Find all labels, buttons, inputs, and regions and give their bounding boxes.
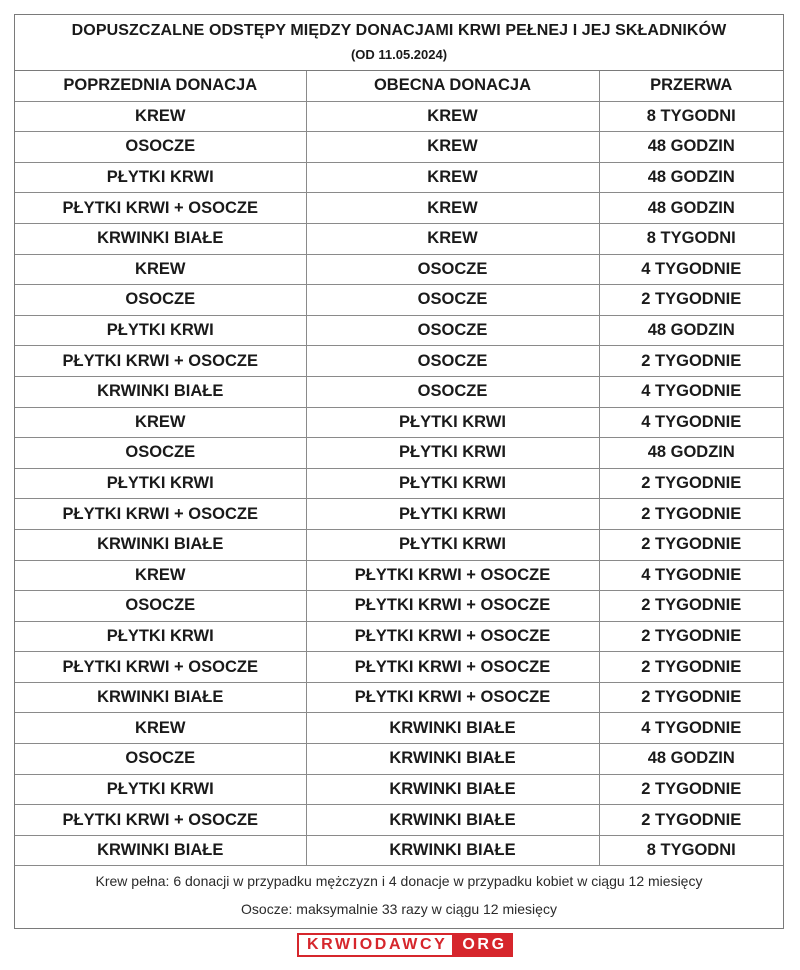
logo-tld: ORG bbox=[454, 933, 512, 957]
document-title: DOPUSZCZALNE ODSTĘPY MIĘDZY DONACJAMI KRWI PEŁNEJ I JEJ SKŁADNIKÓW bbox=[71, 22, 727, 39]
krwiodawcy-logo[interactable] bbox=[297, 933, 513, 957]
cell-previous-donation: KREW bbox=[15, 254, 306, 285]
cell-interval: 48 GODZIN bbox=[599, 132, 783, 163]
cell-current-donation: PŁYTKI KRWI + OSOCZE bbox=[306, 560, 599, 591]
table-row bbox=[15, 438, 783, 469]
cell-previous-donation: PŁYTKI KRWI + OSOCZE bbox=[15, 346, 306, 377]
cell-current-donation: KREW bbox=[306, 223, 599, 254]
intervals-table bbox=[15, 71, 783, 866]
cell-previous-donation: PŁYTKI KRWI bbox=[15, 468, 306, 499]
footer-note-whole-blood: Krew pełna: 6 donacji w przypadku mężczyzn i 4 donacje w przypadku kobiet w ciągu 12 miesięcy bbox=[95, 873, 703, 890]
cell-previous-donation: KRWINKI BIAŁE bbox=[15, 223, 306, 254]
table-row bbox=[15, 682, 783, 713]
table-row bbox=[15, 468, 783, 499]
cell-interval: 48 GODZIN bbox=[599, 438, 783, 469]
table-row bbox=[15, 835, 783, 866]
cell-previous-donation: KREW bbox=[15, 713, 306, 744]
cell-interval: 4 TYGODNIE bbox=[599, 254, 783, 285]
cell-current-donation: OSOCZE bbox=[306, 376, 599, 407]
cell-previous-donation: PŁYTKI KRWI bbox=[15, 315, 306, 346]
cell-previous-donation: KREW bbox=[15, 560, 306, 591]
cell-previous-donation: PŁYTKI KRWI + OSOCZE bbox=[15, 193, 306, 224]
cell-current-donation: PŁYTKI KRWI + OSOCZE bbox=[306, 621, 599, 652]
cell-previous-donation: KRWINKI BIAŁE bbox=[15, 835, 306, 866]
cell-current-donation: KRWINKI BIAŁE bbox=[306, 713, 599, 744]
table-row bbox=[15, 805, 783, 836]
logo-brand: KRWIODAWCY bbox=[297, 933, 454, 957]
title-block bbox=[15, 15, 783, 71]
table-row bbox=[15, 591, 783, 622]
cell-interval: 2 TYGODNIE bbox=[599, 285, 783, 316]
header-previous-donation: POPRZEDNIA DONACJA bbox=[15, 71, 306, 101]
cell-current-donation: PŁYTKI KRWI bbox=[306, 407, 599, 438]
table-row bbox=[15, 560, 783, 591]
table-row bbox=[15, 529, 783, 560]
header-current-donation: OBECNA DONACJA bbox=[306, 71, 599, 101]
table-row bbox=[15, 223, 783, 254]
footer-notes bbox=[15, 866, 783, 928]
cell-interval: 2 TYGODNIE bbox=[599, 621, 783, 652]
cell-previous-donation: KRWINKI BIAŁE bbox=[15, 376, 306, 407]
table-row bbox=[15, 285, 783, 316]
cell-previous-donation: PŁYTKI KRWI bbox=[15, 774, 306, 805]
cell-current-donation: OSOCZE bbox=[306, 315, 599, 346]
cell-interval: 8 TYGODNI bbox=[599, 101, 783, 132]
cell-current-donation: KREW bbox=[306, 193, 599, 224]
cell-interval: 48 GODZIN bbox=[599, 315, 783, 346]
cell-current-donation: PŁYTKI KRWI + OSOCZE bbox=[306, 682, 599, 713]
cell-previous-donation: KREW bbox=[15, 101, 306, 132]
document-subtitle: (OD 11.05.2024) bbox=[350, 47, 448, 62]
cell-current-donation: PŁYTKI KRWI + OSOCZE bbox=[306, 591, 599, 622]
cell-interval: 2 TYGODNIE bbox=[599, 468, 783, 499]
table-row bbox=[15, 652, 783, 683]
cell-previous-donation: OSOCZE bbox=[15, 744, 306, 775]
cell-current-donation: OSOCZE bbox=[306, 285, 599, 316]
cell-previous-donation: PŁYTKI KRWI bbox=[15, 162, 306, 193]
table-row bbox=[15, 162, 783, 193]
table-row bbox=[15, 407, 783, 438]
table-row bbox=[15, 621, 783, 652]
cell-current-donation: OSOCZE bbox=[306, 346, 599, 377]
cell-previous-donation: KREW bbox=[15, 407, 306, 438]
cell-previous-donation: PŁYTKI KRWI bbox=[15, 621, 306, 652]
cell-interval: 48 GODZIN bbox=[599, 744, 783, 775]
cell-interval: 2 TYGODNIE bbox=[599, 529, 783, 560]
cell-current-donation: KREW bbox=[306, 162, 599, 193]
cell-current-donation: KRWINKI BIAŁE bbox=[306, 805, 599, 836]
cell-interval: 48 GODZIN bbox=[599, 193, 783, 224]
cell-current-donation: KRWINKI BIAŁE bbox=[306, 744, 599, 775]
cell-interval: 2 TYGODNIE bbox=[599, 652, 783, 683]
cell-current-donation: PŁYTKI KRWI bbox=[306, 438, 599, 469]
cell-previous-donation: KRWINKI BIAŁE bbox=[15, 529, 306, 560]
cell-interval: 2 TYGODNIE bbox=[599, 499, 783, 530]
cell-interval: 2 TYGODNIE bbox=[599, 774, 783, 805]
donation-intervals-document bbox=[14, 14, 784, 929]
table-body bbox=[15, 101, 783, 866]
cell-interval: 4 TYGODNIE bbox=[599, 713, 783, 744]
cell-previous-donation: PŁYTKI KRWI + OSOCZE bbox=[15, 805, 306, 836]
cell-interval: 4 TYGODNIE bbox=[599, 560, 783, 591]
table-row bbox=[15, 744, 783, 775]
cell-current-donation: PŁYTKI KRWI bbox=[306, 529, 599, 560]
cell-previous-donation: OSOCZE bbox=[15, 285, 306, 316]
table-row bbox=[15, 346, 783, 377]
cell-current-donation: KREW bbox=[306, 101, 599, 132]
cell-previous-donation: OSOCZE bbox=[15, 438, 306, 469]
cell-previous-donation: PŁYTKI KRWI + OSOCZE bbox=[15, 652, 306, 683]
cell-interval: 2 TYGODNIE bbox=[599, 805, 783, 836]
cell-interval: 4 TYGODNIE bbox=[599, 407, 783, 438]
cell-current-donation: PŁYTKI KRWI bbox=[306, 499, 599, 530]
cell-current-donation: OSOCZE bbox=[306, 254, 599, 285]
cell-current-donation: PŁYTKI KRWI bbox=[306, 468, 599, 499]
table-row bbox=[15, 254, 783, 285]
table-row bbox=[15, 713, 783, 744]
cell-current-donation: KREW bbox=[306, 132, 599, 163]
cell-interval: 8 TYGODNI bbox=[599, 835, 783, 866]
table-row bbox=[15, 101, 783, 132]
cell-interval: 2 TYGODNIE bbox=[599, 591, 783, 622]
cell-current-donation: KRWINKI BIAŁE bbox=[306, 774, 599, 805]
cell-previous-donation: KRWINKI BIAŁE bbox=[15, 682, 306, 713]
cell-previous-donation: OSOCZE bbox=[15, 132, 306, 163]
table-row bbox=[15, 774, 783, 805]
table-row bbox=[15, 499, 783, 530]
cell-current-donation: PŁYTKI KRWI + OSOCZE bbox=[306, 652, 599, 683]
table-row bbox=[15, 193, 783, 224]
cell-current-donation: KRWINKI BIAŁE bbox=[306, 835, 599, 866]
footer-note-plasma: Osocze: maksymalnie 33 razy w ciągu 12 miesięcy bbox=[241, 901, 557, 918]
header-interval: PRZERWA bbox=[599, 71, 783, 101]
cell-previous-donation: OSOCZE bbox=[15, 591, 306, 622]
table-row bbox=[15, 315, 783, 346]
cell-previous-donation: PŁYTKI KRWI + OSOCZE bbox=[15, 499, 306, 530]
cell-interval: 8 TYGODNI bbox=[599, 223, 783, 254]
table-row bbox=[15, 132, 783, 163]
cell-interval: 2 TYGODNIE bbox=[599, 682, 783, 713]
cell-interval: 4 TYGODNIE bbox=[599, 376, 783, 407]
cell-interval: 48 GODZIN bbox=[599, 162, 783, 193]
cell-interval: 2 TYGODNIE bbox=[599, 346, 783, 377]
table-header-row bbox=[15, 71, 783, 101]
table-row bbox=[15, 376, 783, 407]
